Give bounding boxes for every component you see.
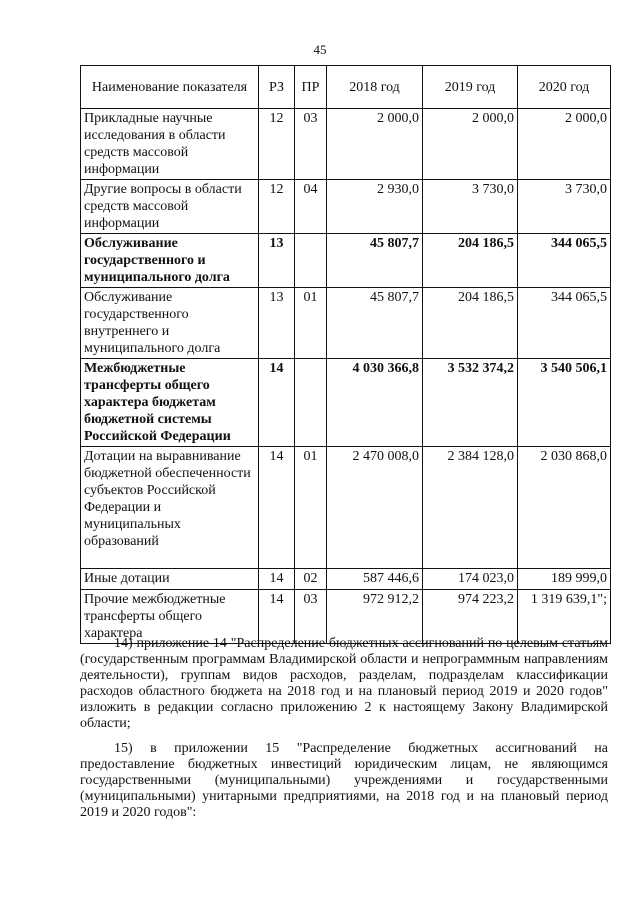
row-pr — [295, 234, 327, 288]
row-value-2020: 1 319 639,1"; — [518, 590, 611, 644]
row-rz: 13 — [259, 288, 295, 359]
row-rz: 12 — [259, 109, 295, 180]
header-name: Наименование показателя — [81, 66, 259, 109]
row-name: Прочие межбюджетные трансферты общего характера — [81, 590, 259, 644]
paragraph-item-15: 15) в приложении 15 "Распределение бюджетных ассигнований на предоставление бюджетных инвестиций юридическим лицам, не являющимся государственными (муниципальными) учреждениями и государственными (муниципальными) унитарными предприятиями, на 2018 год и на плановый период 2019 и 2020 годов": — [80, 741, 608, 820]
budget-table — [80, 65, 611, 644]
header-2018: 2018 год — [327, 66, 423, 109]
row-value-2019: 974 223,2 — [423, 590, 518, 644]
row-name: Обслуживание государственного внутреннего и муниципального долга — [81, 288, 259, 359]
row-pr: 04 — [295, 180, 327, 234]
row-value-2018: 45 807,7 — [327, 234, 423, 288]
row-value-2019: 2 000,0 — [423, 109, 518, 180]
row-value-2018: 2 930,0 — [327, 180, 423, 234]
row-name: Межбюджетные трансферты общего характера бюджетам бюджетной системы Российской Федерации — [81, 359, 259, 447]
table-row — [81, 569, 611, 590]
header-2020: 2020 год — [518, 66, 611, 109]
row-value-2018: 587 446,6 — [327, 569, 423, 590]
row-rz: 13 — [259, 234, 295, 288]
row-value-2018: 2 000,0 — [327, 109, 423, 180]
row-value-2018: 45 807,7 — [327, 288, 423, 359]
row-value-2019: 3 532 374,2 — [423, 359, 518, 447]
row-pr: 03 — [295, 590, 327, 644]
table-row — [81, 359, 611, 447]
row-value-2018: 972 912,2 — [327, 590, 423, 644]
row-name: Прикладные научные исследования в области средств массовой информации — [81, 109, 259, 180]
row-pr: 02 — [295, 569, 327, 590]
row-value-2019: 204 186,5 — [423, 234, 518, 288]
row-value-2020: 2 030 868,0 — [518, 447, 611, 569]
row-rz: 14 — [259, 569, 295, 590]
table-row — [81, 109, 611, 180]
row-rz: 12 — [259, 180, 295, 234]
row-value-2019: 174 023,0 — [423, 569, 518, 590]
row-value-2020: 3 730,0 — [518, 180, 611, 234]
row-value-2019: 3 730,0 — [423, 180, 518, 234]
header-pr: ПР — [295, 66, 327, 109]
table-row — [81, 447, 611, 569]
row-rz: 14 — [259, 359, 295, 447]
row-value-2020: 3 540 506,1 — [518, 359, 611, 447]
row-rz: 14 — [259, 590, 295, 644]
row-value-2020: 189 999,0 — [518, 569, 611, 590]
row-value-2020: 344 065,5 — [518, 234, 611, 288]
row-name: Иные дотации — [81, 569, 259, 590]
row-value-2020: 2 000,0 — [518, 109, 611, 180]
row-value-2020: 344 065,5 — [518, 288, 611, 359]
table-row — [81, 288, 611, 359]
row-name: Другие вопросы в области средств массовой информации — [81, 180, 259, 234]
row-name: Обслуживание государственного и муниципального долга — [81, 234, 259, 288]
paragraph-item-14: 14) приложение 14 "Распределение бюджетных ассигнований по целевым статьям (государственным программам Владимирской области и непрограммным направлениям деятельности), группам видов расходов, разделам, подразделам классификации расходов областного бюджета на 2018 год и на плановый период 2019 и 2020 годов" изложить в редакции согласно приложению 2 к настоящему Закону Владимирской области; — [80, 636, 608, 731]
row-pr: 03 — [295, 109, 327, 180]
row-value-2019: 2 384 128,0 — [423, 447, 518, 569]
row-name: Дотации на выравнивание бюджетной обеспеченности субъектов Российской Федерации и муниципальных образований — [81, 447, 259, 569]
table-row — [81, 234, 611, 288]
header-rz: РЗ — [259, 66, 295, 109]
row-value-2018: 4 030 366,8 — [327, 359, 423, 447]
row-pr: 01 — [295, 447, 327, 569]
table-row — [81, 180, 611, 234]
table-header-row — [81, 66, 611, 109]
row-rz: 14 — [259, 447, 295, 569]
row-value-2018: 2 470 008,0 — [327, 447, 423, 569]
row-value-2019: 204 186,5 — [423, 288, 518, 359]
header-2019: 2019 год — [423, 66, 518, 109]
page-number: 45 — [313, 42, 327, 57]
row-pr: 01 — [295, 288, 327, 359]
row-pr — [295, 359, 327, 447]
